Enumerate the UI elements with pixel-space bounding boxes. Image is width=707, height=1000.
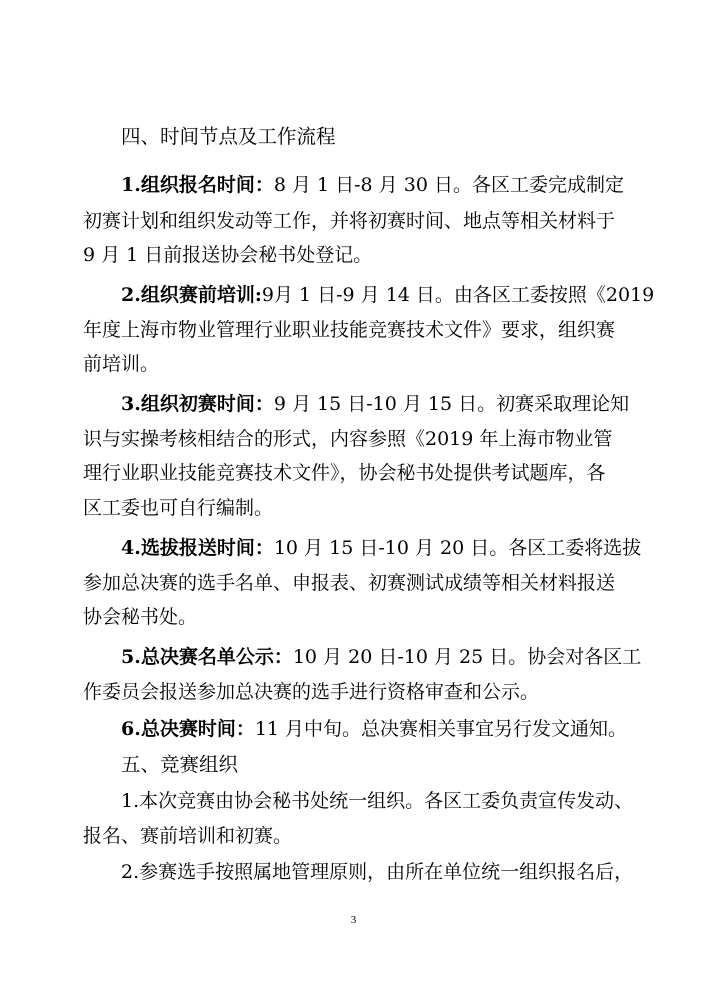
item-3-line-3: 理行业职业技能竞赛技术文件》，协会秘书处提供考试题库，各	[83, 462, 606, 484]
section5-para-1-line-2: 报名、赛前培训和初赛。	[83, 825, 293, 847]
item-4-line-3: 协会秘书处。	[83, 606, 198, 628]
page-number: 3	[350, 914, 357, 926]
item-6-text: 11 月中旬。总决赛相关事宜另行发文通知。	[254, 718, 628, 740]
item-3-label: 3.组织初赛时间：	[121, 393, 274, 415]
item-5-line-2: 作委员会报送参加总决赛的选手进行资格审查和公示。	[83, 681, 540, 703]
section5-para-1-line-1: 1.本次竞赛由协会秘书处统一组织。各区工委负责宣传发动、	[121, 790, 634, 812]
item-4-line-1	[0, 535, 707, 561]
item-1-line-2: 初赛计划和组织发动等工作，并将初赛时间、地点等相关材料于	[83, 210, 616, 232]
item-3-text: 9 月 15 日-10 月 15 日。初赛采取理论知	[273, 393, 630, 415]
item-4-text: 10 月 15 日-10 月 20 日。各区工委将选拔	[273, 537, 642, 559]
item-1-label: 1.组织报名时间：	[121, 174, 274, 196]
item-1-line-1	[0, 172, 707, 198]
item-4-line-2: 参加总决赛的选手名单、申报表、初赛测试成绩等相关材料报送	[83, 572, 616, 594]
item-3-line-4: 区工委也可自行编制。	[83, 497, 274, 519]
item-2-text: 9月 1 日-9 月 14 日。由各区工委按照《2019	[261, 284, 655, 306]
item-6-line-1	[0, 716, 707, 742]
item-1-text: 8 月 1 日-8 月 30 日。各区工委完成制定	[273, 174, 624, 196]
item-3-line-1	[0, 391, 707, 417]
item-2-line-2: 年度上海市物业管理行业职业技能竞赛技术文件》要求，组织赛	[83, 319, 616, 341]
item-6-label: 6.总决赛时间：	[121, 718, 255, 740]
item-4-label: 4.选拔报送时间：	[121, 537, 274, 559]
item-5-text: 10 月 20 日-10 月 25 日。协会对各区工	[292, 646, 642, 668]
item-5-line-1	[0, 644, 707, 670]
item-2-label: 2.组织赛前培训:	[121, 284, 262, 306]
section-heading-5: 五、竞赛组织	[121, 753, 239, 776]
item-5-label: 5.总决赛名单公示：	[121, 646, 293, 668]
item-2-line-1	[0, 282, 707, 308]
item-2-line-3: 前培训。	[83, 353, 160, 375]
section5-para-2-line-1: 2.参赛选手按照属地管理原则，由所在单位统一组织报名后，	[121, 861, 634, 883]
item-1-line-3: 9 月 1 日前报送协会秘书处登记。	[83, 244, 373, 266]
item-3-line-2: 识与实操考核相结合的形式，内容参照《2019 年上海市物业管	[83, 428, 613, 450]
section-heading-4: 四、时间节点及工作流程	[121, 125, 336, 148]
